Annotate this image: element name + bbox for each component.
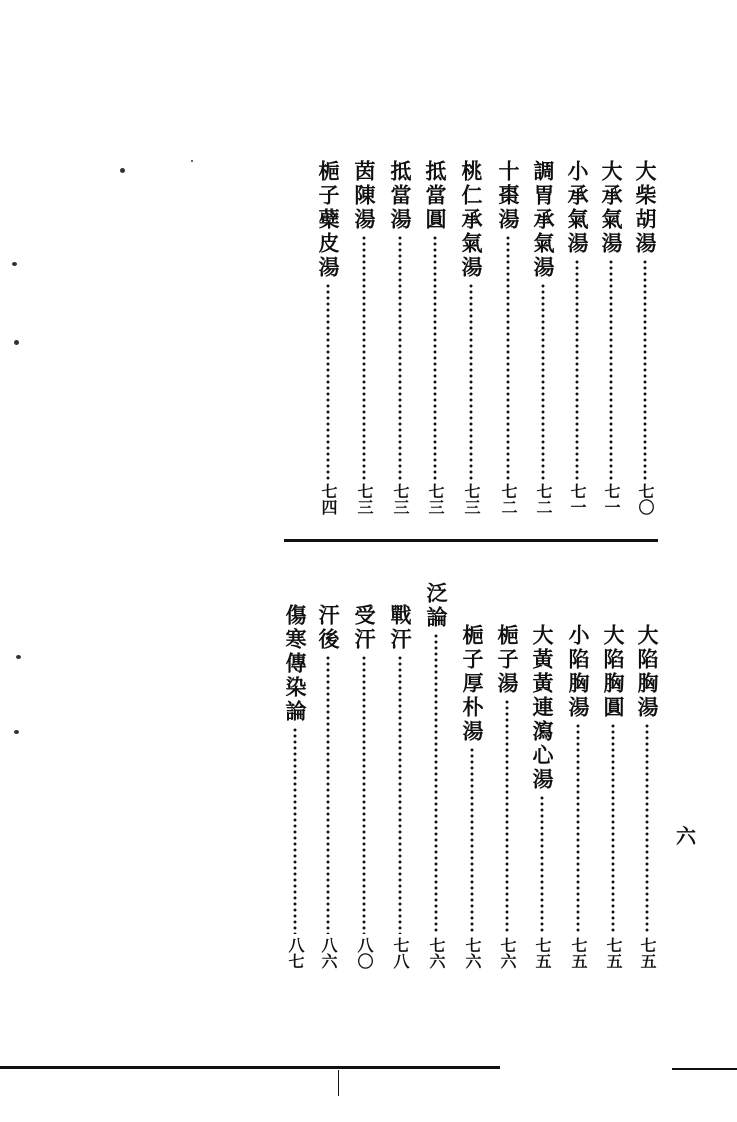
toc-entry [494,160,522,515]
toc-entry-page: 七一 [602,483,621,515]
scan-speck [12,262,17,266]
toc-entry-page: 七二 [534,483,553,515]
toc-entry [563,160,591,515]
dot-leader [397,235,403,480]
toc-entry-title: 戰汗 [388,604,413,652]
scan-speck [191,160,193,162]
toc-entry-title: 大陷胸圓 [601,624,626,720]
dot-leader [608,259,614,480]
toc-entry [350,604,378,969]
toc-entry [597,160,625,515]
toc-entry-page: 七五 [533,937,552,969]
toc-entry-title: 受汗 [352,604,377,652]
toc-entry-title: 梔子蘗皮湯 [316,160,341,280]
dot-leader [397,655,403,934]
dot-leader [361,235,367,480]
dot-leader [642,259,648,480]
toc-entry [529,160,557,515]
bottom-tick [338,1070,339,1096]
toc-entry [314,604,342,969]
dot-leader [644,723,650,934]
bottom-rule-right [672,1068,737,1070]
toc-entry-title: 小陷胸湯 [566,624,591,720]
toc-entry [350,160,378,515]
dot-leader [539,795,545,934]
toc-entry-page: 七六 [427,937,446,969]
toc-entry-page: 七一 [568,483,587,515]
toc-entry [421,160,449,515]
toc-entry-page: 八〇 [355,937,374,969]
toc-entry-page: 七五 [604,937,623,969]
toc-entry-title: 十棗湯 [496,160,521,232]
toc-entry-title: 茵陳湯 [352,160,377,232]
toc-entry-page: 七三 [355,483,374,515]
page-number: 六 [676,824,696,848]
toc-entry-page: 七二 [499,483,518,515]
dot-leader [325,655,331,934]
bottom-rule [0,1066,500,1069]
toc-entry [458,624,486,969]
toc-entry-page: 七六 [498,937,517,969]
toc-entry [314,160,342,515]
toc-entry [422,582,450,969]
scan-speck [120,168,125,173]
toc-entry [457,160,485,515]
toc-entry-page: 七六 [463,937,482,969]
dot-leader [505,235,511,480]
toc-entry-page: 七五 [638,937,657,969]
toc-entry-page: 七〇 [636,483,655,515]
dot-leader [574,259,580,480]
toc-entry-title: 抵當圓 [423,160,448,232]
scan-speck [16,655,21,659]
toc-entry-page: 八七 [286,937,305,969]
toc-entry-page: 七三 [462,483,481,515]
toc-entry-title: 汗後 [316,604,341,652]
dot-leader [504,699,510,934]
toc-entry-title: 桃仁承氣湯 [459,160,484,280]
toc-entry-page: 八六 [319,937,338,969]
section-divider [284,539,658,542]
toc-entry-page: 七五 [569,937,588,969]
dot-leader [292,727,298,934]
toc-entry-page: 七四 [319,483,338,515]
toc-entry-title: 泛論 [424,582,449,630]
toc-entry [599,624,627,969]
toc-entry-title: 梔子厚朴湯 [460,624,485,744]
dot-leader [575,723,581,934]
toc-entry-title: 大柴胡湯 [633,160,658,256]
dot-leader [469,747,475,934]
toc-entry-title: 小承氣湯 [565,160,590,256]
toc-entry-page: 七三 [426,483,445,515]
scan-speck [14,340,19,345]
toc-entry [386,604,414,969]
dot-leader [325,283,331,480]
dot-leader [610,723,616,934]
toc-entry [633,624,661,969]
dot-leader [468,283,474,480]
dot-leader [540,283,546,480]
toc-entry-page: 七三 [391,483,410,515]
toc-entry [281,604,309,969]
dot-leader [361,655,367,934]
toc-entry [386,160,414,515]
toc-entry-page: 七八 [391,937,410,969]
toc-entry-title: 梔子湯 [495,624,520,696]
dot-leader [432,235,438,480]
toc-entry-title: 大陷胸湯 [635,624,660,720]
toc-entry-title: 抵當湯 [388,160,413,232]
toc-entry [493,624,521,969]
dot-leader [433,633,439,934]
toc-entry [564,624,592,969]
toc-entry [528,624,556,969]
toc-entry [631,160,659,515]
toc-entry-title: 大承氣湯 [599,160,624,256]
scan-speck [14,730,19,734]
toc-entry-title: 大黃黃連瀉心湯 [530,624,555,792]
toc-entry-title: 傷寒傳染論 [283,604,308,724]
toc-entry-title: 調胃承氣湯 [531,160,556,280]
